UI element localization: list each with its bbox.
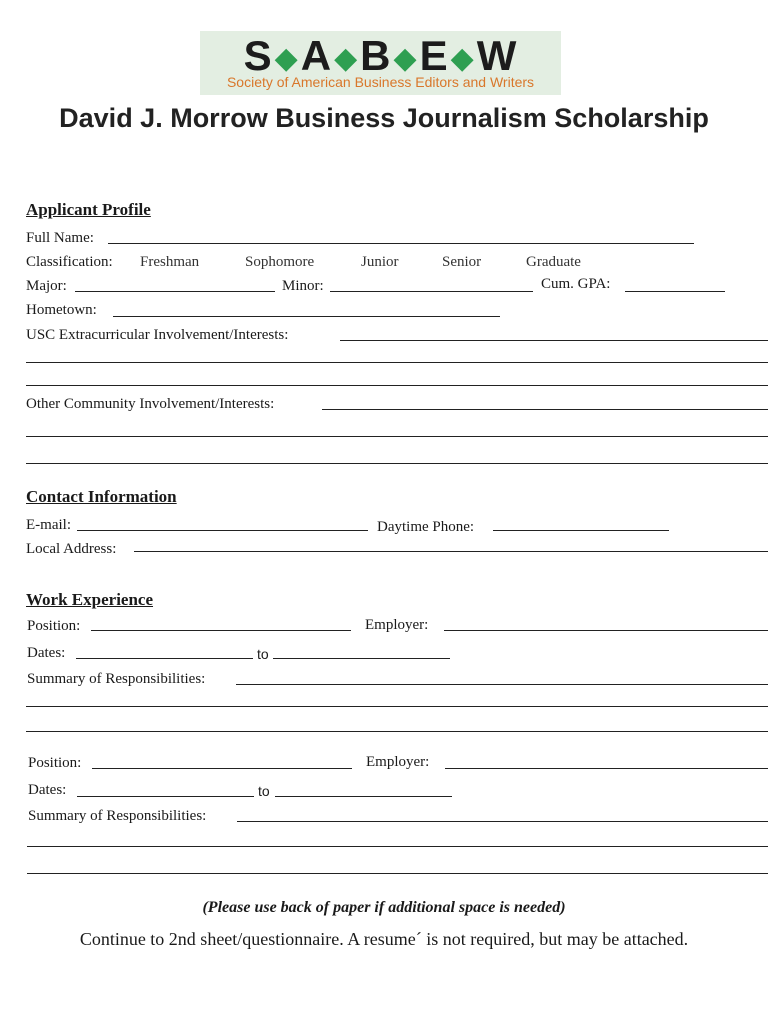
dates-start-field-1[interactable] <box>76 658 253 659</box>
logo-subtitle: Society of American Business Editors and Writers <box>226 74 535 90</box>
dates-to-label-1: to <box>257 646 269 662</box>
summary-label-1: Summary of Responsibilities: <box>27 671 206 687</box>
hometown-field[interactable] <box>113 316 500 317</box>
class-option-sophomore[interactable]: Sophomore <box>245 254 315 270</box>
summary-line-1c[interactable] <box>26 731 768 732</box>
applicant-profile-heading: Applicant Profile <box>26 200 151 219</box>
employer-field-2[interactable] <box>445 768 768 769</box>
class-option-senior[interactable]: Senior <box>442 254 482 270</box>
position-field-1[interactable] <box>91 630 351 631</box>
daytime-phone-field[interactable] <box>493 530 669 531</box>
dates-label-2: Dates: <box>28 782 67 798</box>
local-address-label: Local Address: <box>26 541 117 557</box>
dates-end-field-2[interactable] <box>275 796 452 797</box>
class-option-freshman[interactable]: Freshman <box>140 254 200 270</box>
sabew-logo <box>200 31 561 95</box>
employer-label-2: Employer: <box>366 754 430 770</box>
summary-field-1[interactable] <box>236 684 768 685</box>
email-field[interactable] <box>77 530 368 531</box>
email-label: E-mail: <box>26 517 71 533</box>
position-label-2: Position: <box>28 755 82 771</box>
summary-line-1b[interactable] <box>26 706 768 707</box>
full-name-field[interactable] <box>108 243 694 244</box>
dates-start-field-2[interactable] <box>77 796 254 797</box>
usc-extracurricular-field[interactable] <box>340 340 768 341</box>
summary-field-2[interactable] <box>237 821 768 822</box>
usc-extracurricular-line-3[interactable] <box>26 385 768 386</box>
employer-label-1: Employer: <box>365 617 429 633</box>
daytime-phone-label: Daytime Phone: <box>377 519 475 535</box>
full-name-label: Full Name: <box>26 230 94 246</box>
minor-field[interactable] <box>330 291 533 292</box>
other-community-label: Other Community Involvement/Interests: <box>26 396 275 412</box>
summary-line-2b[interactable] <box>27 846 768 847</box>
dates-to-label-2: to <box>258 783 270 799</box>
work-experience-heading: Work Experience <box>26 590 154 609</box>
usc-extracurricular-line-2[interactable] <box>26 362 768 363</box>
employer-field-1[interactable] <box>444 630 768 631</box>
major-label: Major: <box>26 278 67 294</box>
page-title: David J. Morrow Business Journalism Scholarship <box>59 103 709 133</box>
local-address-field[interactable] <box>134 551 768 552</box>
contact-information-heading: Contact Information <box>26 487 177 506</box>
other-community-field[interactable] <box>322 409 768 410</box>
additional-space-note: (Please use back of paper if additional space is needed) <box>202 899 566 916</box>
logo-wordmark: S◆A◆B◆E◆W <box>243 32 518 79</box>
continue-instructions: Continue to 2nd sheet/questionnaire. A resume´ is not required, but may be attached. <box>79 929 689 949</box>
class-option-junior[interactable]: Junior <box>361 254 399 270</box>
gpa-label: Cum. GPA: <box>541 276 611 292</box>
summary-line-2c[interactable] <box>27 873 768 874</box>
other-community-line-2[interactable] <box>26 436 768 437</box>
usc-extracurricular-label: USC Extracurricular Involvement/Interests: <box>26 327 289 343</box>
minor-label: Minor: <box>282 278 324 294</box>
classification-label: Classification: <box>26 254 113 270</box>
dates-label-1: Dates: <box>27 645 66 661</box>
position-label-1: Position: <box>27 618 81 634</box>
hometown-label: Hometown: <box>26 302 97 318</box>
other-community-line-3[interactable] <box>26 463 768 464</box>
gpa-field[interactable] <box>625 291 725 292</box>
position-field-2[interactable] <box>92 768 352 769</box>
class-option-graduate[interactable]: Graduate <box>526 254 581 270</box>
dates-end-field-1[interactable] <box>273 658 450 659</box>
summary-label-2: Summary of Responsibilities: <box>28 808 207 824</box>
major-field[interactable] <box>75 291 275 292</box>
